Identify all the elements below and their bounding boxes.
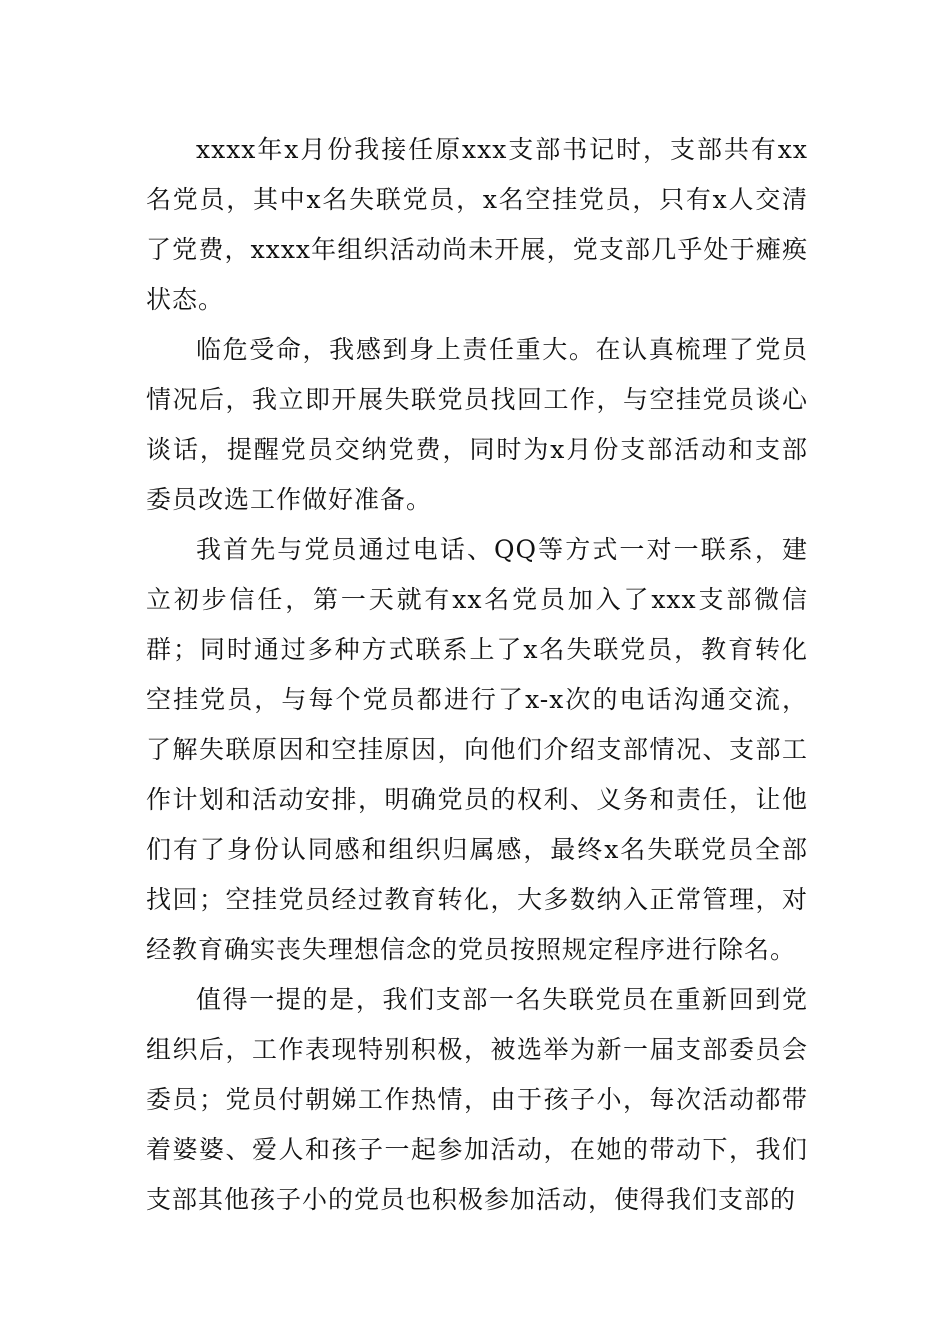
- paragraph-1: xxxx年x月份我接任原xxx支部书记时，支部共有xx名党员，其中x名失联党员，x名空挂党员，只有x人交清了党费，xxxx年组织活动尚未开展，党支部几乎处于瘫痪状态。: [146, 135, 808, 314]
- document-body: [146, 125, 808, 1225]
- paragraph-2: 临危受命，我感到身上责任重大。在认真梳理了党员情况后，我立即开展失联党员找回工作，与空挂党员谈心谈话，提醒党员交纳党费，同时为x月份支部活动和支部委员改选工作做好准备。: [146, 335, 808, 514]
- paragraph-3: 我首先与党员通过电话、QQ等方式一对一联系，建立初步信任，第一天就有xx名党员加入了xxx支部微信群；同时通过多种方式联系上了x名失联党员，教育转化空挂党员，与每个党员都进行了x-x次的电话沟通交流，了解失联原因和空挂原因，向他们介绍支部情况、支部工作计划和活动安排，明确党员的权利、义务和责任，让他们有了身份认同感和组织归属感，最终x名失联党员全部找回；空挂党员经过教育转化，大多数纳入正常管理，对经教育确实丧失理想信念的党员按照规定程序进行除名。: [146, 535, 808, 964]
- paragraph-4: 值得一提的是，我们支部一名失联党员在重新回到党组织后，工作表现特别积极，被选举为新一届支部委员会委员；党员付朝娣工作热情，由于孩子小，每次活动都带着婆婆、爱人和孩子一起参加活动，在她的带动下，我们支部其他孩子小的党员也积极参加活动，使得我们支部的: [146, 985, 808, 1214]
